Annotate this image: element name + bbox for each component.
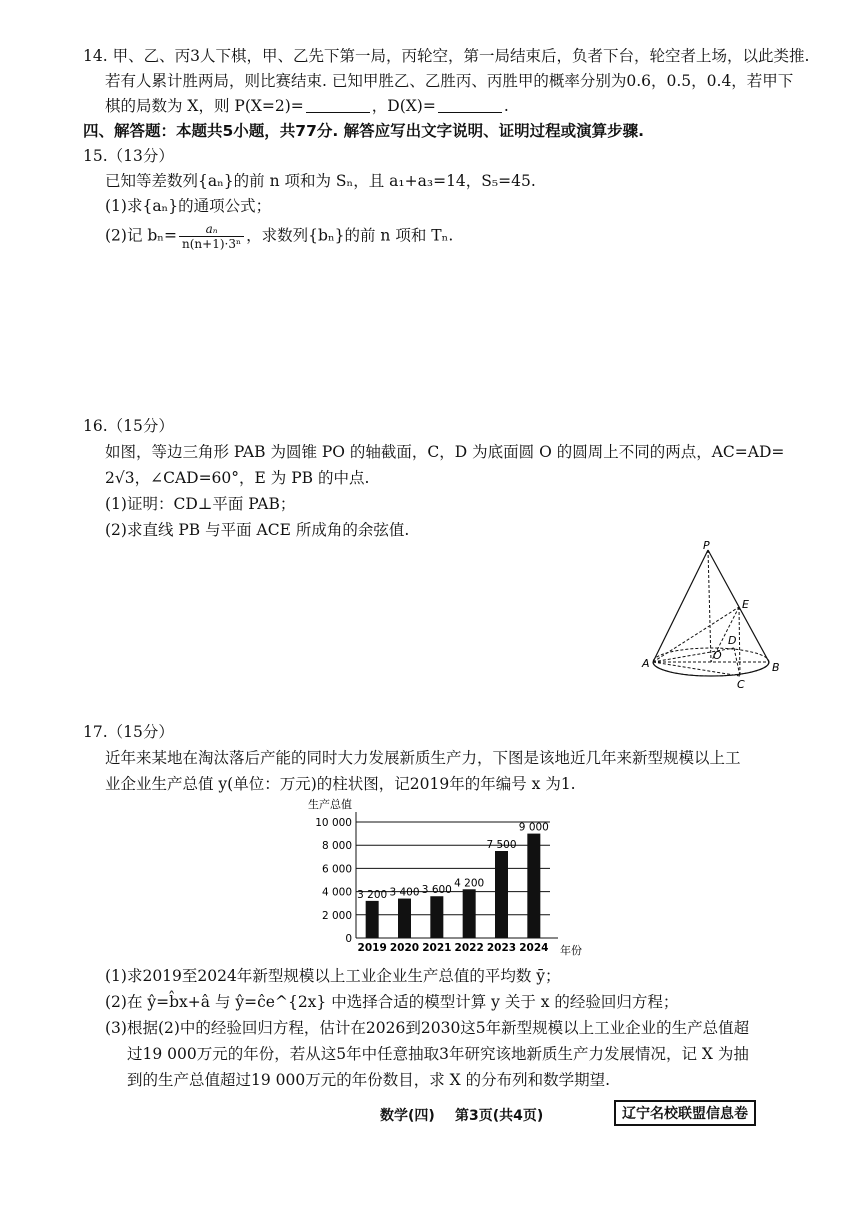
cone-figure bbox=[636, 540, 786, 690]
bar bbox=[495, 851, 508, 938]
x-tick-label: 2021 bbox=[422, 942, 452, 954]
label-A: A bbox=[642, 657, 650, 670]
x-tick-label: 2019 bbox=[357, 942, 387, 954]
chart-ylabel: 生产总值 bbox=[308, 798, 352, 811]
q16-part1: (1)证明：CD⊥平面 PAB； bbox=[105, 495, 296, 513]
bar-value-label: 4 200 bbox=[454, 877, 485, 890]
q16-part2: (2)求直线 PB 与平面 ACE 所成角的余弦值. bbox=[105, 521, 410, 539]
label-B: B bbox=[772, 661, 780, 674]
q15-part2 bbox=[105, 222, 453, 251]
q17-part3-line2: 过19 000万元的年份，若从这5年中任意抽取3年研究该地新质生产力发展情况，记 X 为抽 bbox=[127, 1045, 749, 1063]
x-tick-label: 2020 bbox=[389, 942, 420, 954]
q14-line3 bbox=[105, 96, 509, 116]
segment-EC bbox=[739, 607, 740, 676]
fraction bbox=[179, 222, 244, 251]
q17-line2: 业企业生产总值 y(单位：万元)的柱状图，记2019年的年编号 x 为1. bbox=[105, 775, 576, 793]
q14-line3-c: . bbox=[503, 97, 509, 115]
y-tick-label: 8 000 bbox=[321, 840, 352, 853]
footer-badge: 辽宁名校联盟信息卷 bbox=[614, 1100, 756, 1126]
x-tick-label: 2024 bbox=[519, 942, 549, 954]
q14-line1: 14. 甲、乙、丙3人下棋，甲、乙先下第一局，丙轮空，第一局结束后，负者下台，轮空者上场，以此类推. bbox=[83, 47, 810, 65]
q16-line1: 如图，等边三角形 PAB 为圆锥 PO 的轴截面，C，D 为底面圆 O 的圆周上不同的两点，AC=AD= bbox=[105, 443, 785, 461]
segment-AD bbox=[653, 648, 734, 662]
axis-PO bbox=[708, 550, 711, 662]
q15-line1: 已知等差数列{aₙ}的前 n 项和为 Sₙ，且 a₁+a₃=14，S₅=45. bbox=[105, 172, 536, 190]
label-D: D bbox=[728, 634, 737, 647]
y-tick-label: 6 000 bbox=[321, 863, 352, 876]
q15-header: 15.（13分） bbox=[83, 147, 174, 165]
bar-value-label: 3 200 bbox=[357, 888, 388, 901]
q17-part3-line1: (3)根据(2)中的经验回归方程，估计在2026到2030这5年新型规模以上工业企业的生产总值超 bbox=[105, 1019, 750, 1037]
cone-side-right bbox=[708, 550, 769, 662]
q17-part3-line3: 到的生产总值超过19 000万元的年份数目，求 X 的分布列和数学期望. bbox=[127, 1071, 611, 1089]
q16-header: 16.（15分） bbox=[83, 417, 174, 435]
bar bbox=[398, 899, 411, 938]
q14-line3-a: 棋的局数为 X，则 P(X=2)= bbox=[105, 97, 304, 115]
bar bbox=[366, 901, 379, 938]
fraction-numerator: aₙ bbox=[179, 222, 244, 237]
q17-part2: (2)在 ŷ=b̂x+â 与 ŷ=ĉe^{2x} 中选择合适的模型计算 y 关于 x 的经验回归方程； bbox=[105, 993, 679, 1011]
q15-part2-a: (2)记 bₙ= bbox=[105, 226, 177, 245]
bar bbox=[463, 889, 476, 938]
x-tick-label: 2023 bbox=[486, 942, 517, 954]
q17-line1: 近年来某地在淘汰落后产能的同时大力发展新质生产力，下图是该地近几年来新型规模以上工 bbox=[105, 749, 741, 767]
footer-page: 第3页(共4页) bbox=[455, 1108, 544, 1124]
y-tick-label: 2 000 bbox=[321, 909, 352, 922]
answer-blank-2 bbox=[438, 98, 502, 113]
x-tick-label: 2022 bbox=[454, 942, 484, 954]
bar-value-label: 7 500 bbox=[486, 839, 517, 851]
bar-value-label: 3 400 bbox=[389, 886, 420, 899]
cone-base-front bbox=[653, 662, 769, 676]
q14-line3-b: ，D(X)= bbox=[371, 97, 436, 115]
answer-blank-1 bbox=[306, 98, 370, 113]
bar-value-label: 9 000 bbox=[518, 821, 549, 834]
y-tick-label: 4 000 bbox=[321, 886, 352, 899]
q14-line2: 若有人累计胜两局，则比赛结束. 已知甲胜乙、乙胜丙、丙胜甲的概率分别为0.6，0.5，0.4，若甲下 bbox=[105, 72, 794, 90]
bar-chart bbox=[300, 796, 620, 958]
q17-part1: (1)求2019至2024年新型规模以上工业企业生产总值的平均数 ȳ； bbox=[105, 967, 561, 985]
label-P: P bbox=[703, 540, 710, 552]
cone-side-left bbox=[653, 550, 708, 662]
bar bbox=[430, 896, 443, 938]
label-O: O bbox=[713, 649, 722, 662]
footer-subject: 数学(四) bbox=[380, 1108, 435, 1124]
y-tick-label: 0 bbox=[345, 933, 352, 945]
chart-xlabel: 年份 bbox=[560, 944, 582, 957]
q17-header: 17.（15分） bbox=[83, 723, 174, 741]
q15-part2-b: ，求数列{bₙ}的前 n 项和 Tₙ. bbox=[246, 226, 454, 245]
label-C: C bbox=[737, 678, 745, 690]
bar bbox=[527, 834, 540, 938]
section-header: 四、解答题：本题共5小题，共77分. 解答应写出文字说明、证明过程或演算步骤. bbox=[83, 122, 645, 140]
bar-value-label: 3 600 bbox=[421, 884, 452, 897]
fraction-denominator: n(n+1)·3ⁿ bbox=[182, 237, 242, 251]
q15-part1: (1)求{aₙ}的通项公式； bbox=[105, 197, 272, 215]
label-E: E bbox=[742, 598, 749, 611]
segment-AC bbox=[653, 662, 740, 676]
y-tick-label: 10 000 bbox=[315, 817, 352, 829]
q16-line2: 2√3，∠CAD=60°，E 为 PB 的中点. bbox=[105, 469, 370, 487]
